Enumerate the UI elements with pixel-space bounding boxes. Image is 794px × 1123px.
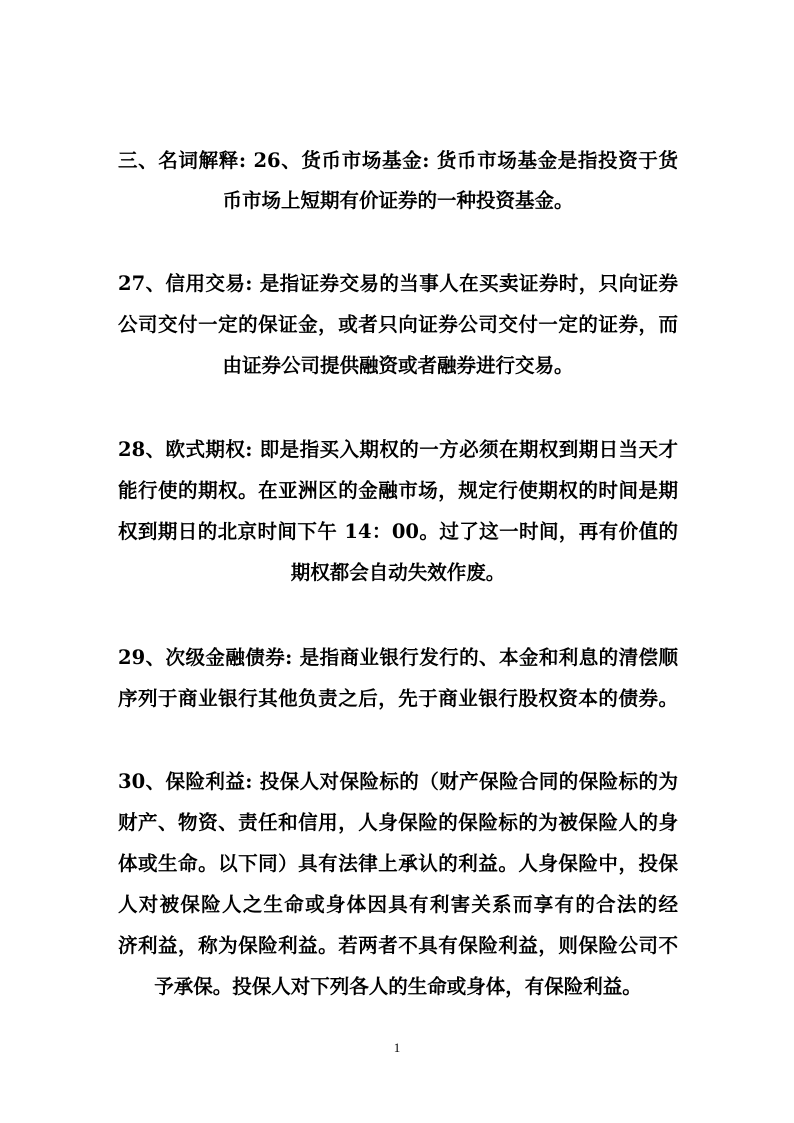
paragraph-1-line-2: 币市场上短期有价证券的一种投资基金。 bbox=[222, 189, 574, 212]
paragraph-1-line-1: 三、名词解释: 26、货币市场基金: 货币市场基金是指投资于货 bbox=[118, 149, 678, 172]
paragraph-5-line-1: 30、保险利益: 投保人对保险标的（财产保险合同的保险标的为 bbox=[118, 770, 678, 793]
paragraph-2-line-2: 公司交付一定的保证金，或者只向证券公司交付一定的证券，而 bbox=[118, 313, 678, 336]
paragraph-3-line-3: 权到期日的北京时间下午 14：00。过了这一时间，再有价值的 bbox=[118, 520, 678, 543]
paragraph-4-line-2: 序列于商业银行其他负责之后，先于商业银行股权资本的债券。 bbox=[118, 687, 678, 710]
paragraph-4-line-1: 29、次级金融债券: 是指商业银行发行的、本金和利息的清偿顺 bbox=[118, 646, 678, 669]
paragraph-5-line-2: 财产、物资、责任和信用，人身保险的保险标的为被保险人的身 bbox=[118, 811, 678, 834]
paragraph-5-line-3: 体或生命。以下同）具有法律上承认的利益。人身保险中，投保 bbox=[118, 852, 678, 875]
paragraph-3-line-1: 28、欧式期权: 即是指买入期权的一方必须在期权到期日当天才 bbox=[118, 438, 678, 461]
paragraph-5-line-4: 人对被保险人之生命或身体因具有利害关系而享有的合法的经 bbox=[118, 893, 678, 916]
paragraph-2-line-1: 27、信用交易: 是指证券交易的当事人在买卖证券时，只向证券 bbox=[118, 272, 678, 295]
paragraph-2-line-3: 由证券公司提供融资或者融券进行交易。 bbox=[222, 354, 574, 377]
paragraph-3-line-2: 能行使的期权。在亚洲区的金融市场，规定行使期权的时间是期 bbox=[118, 479, 678, 502]
page-number: 1 bbox=[393, 1040, 401, 1055]
paragraph-3-line-4: 期权都会自动失效作废。 bbox=[290, 561, 506, 584]
paragraph-5-line-6: 予承保。投保人对下列各人的生命或身体，有保险利益。 bbox=[154, 975, 642, 998]
paragraph-5-line-5: 济利益，称为保险利益。若两者不具有保险利益，则保险公司不 bbox=[118, 934, 678, 957]
